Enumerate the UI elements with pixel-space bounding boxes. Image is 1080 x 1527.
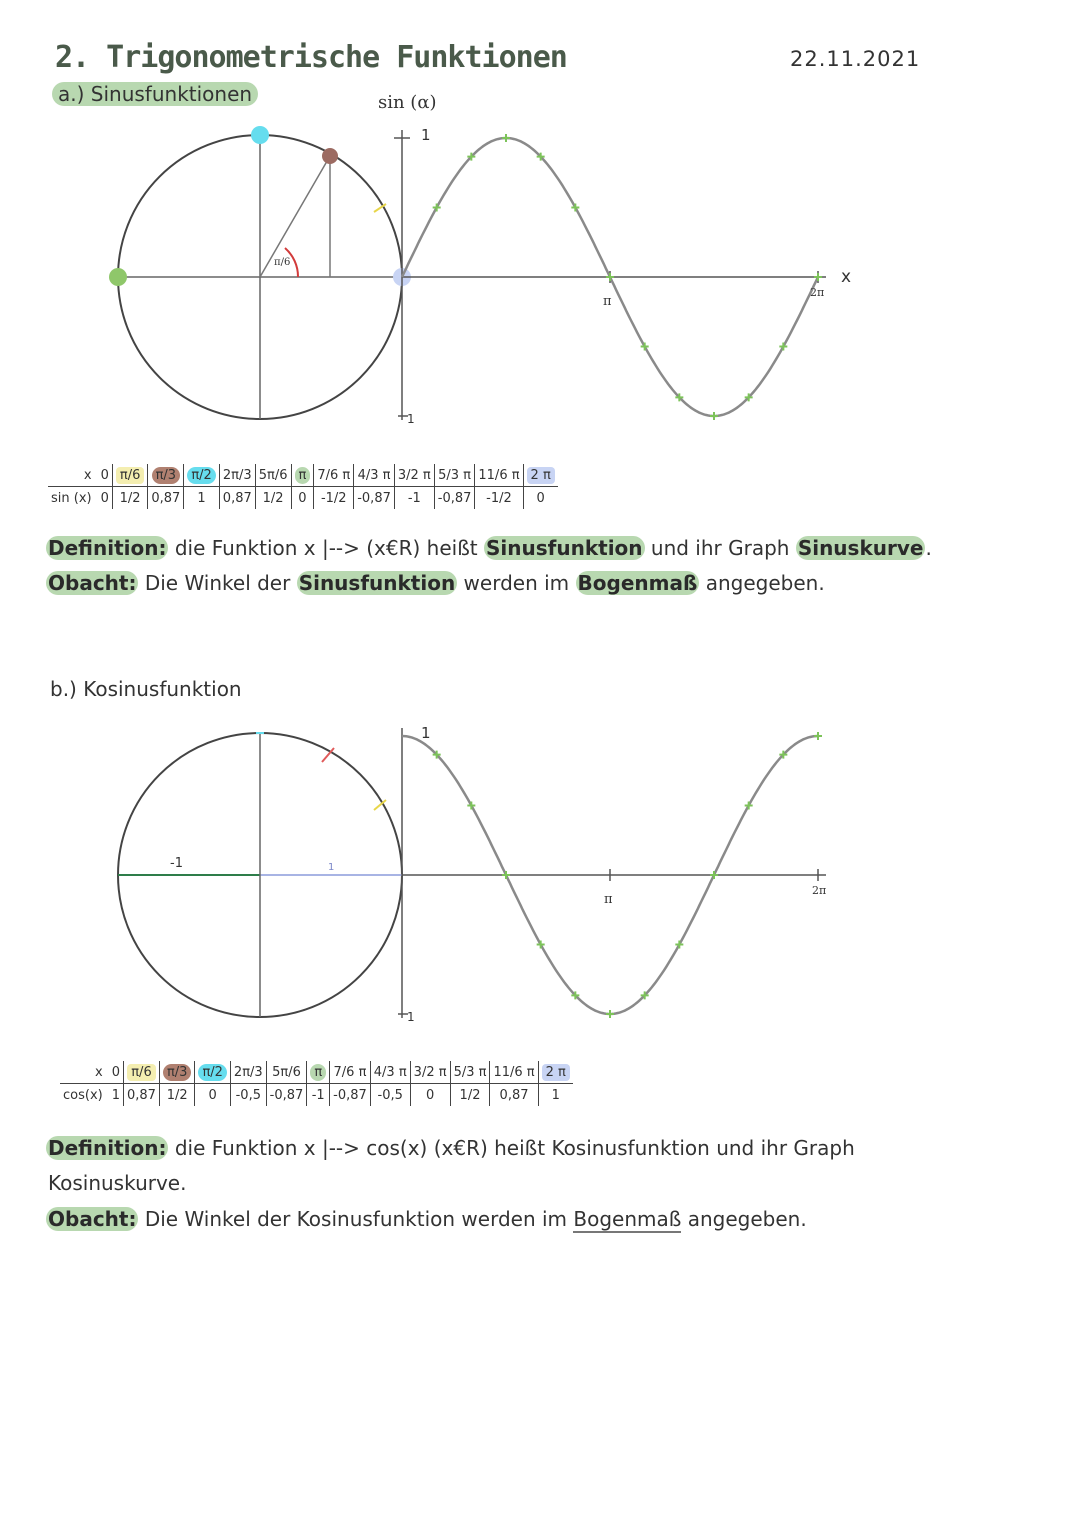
cosine-table-y-label: cos(x) <box>63 1087 103 1103</box>
cosine-diagram <box>0 700 1080 1040</box>
sine-axis-label: sin (α) <box>378 92 437 113</box>
cosine-label-one-top: 1 <box>421 724 431 742</box>
cosine-label-pi: π <box>604 892 613 907</box>
sine-definition-end: . <box>925 536 932 560</box>
cosine-table-x-cell <box>195 1061 230 1084</box>
sine-label-x: x <box>841 267 852 287</box>
sine-definition-term: Sinusfunktion <box>486 536 643 560</box>
cosine-note-unit: Bogenmaß <box>573 1207 682 1231</box>
sine-note-text-3: angegeben. <box>699 571 825 595</box>
cosine-table-x-cell: 5π/6 <box>266 1061 307 1084</box>
cosine-note-text-1: Die Winkel der Kosinusfunktion werden im <box>138 1207 574 1231</box>
sine-definition-text-2: und ihr Graph <box>644 536 796 560</box>
sine-table-y-cell: -1/2 <box>475 487 523 510</box>
cosine-table-y-cell: -1 <box>307 1084 330 1107</box>
sine-definition-text-1: die Funktion x |--> (x€R) heißt <box>168 536 485 560</box>
page-title: 2. Trigonometrische Funktionen <box>55 40 567 75</box>
cosine-table-y-cell: 1 <box>551 1087 560 1103</box>
cosine-table-x-cell: 2π/3 <box>230 1061 266 1084</box>
point-pi <box>109 268 127 286</box>
sine-table-x-cell-text: π <box>295 467 311 484</box>
sine-note-text-2: werden im <box>457 571 576 595</box>
sine-table-x-cell <box>291 464 314 487</box>
cosine-table-x-cell: 4/3 π <box>370 1061 410 1084</box>
sine-note <box>46 566 1066 600</box>
sine-table-y-cell: -1 <box>394 487 434 510</box>
section-b-heading: b.) Kosinusfunktion <box>50 677 242 701</box>
cosine-table-y-cell: 0,87 <box>124 1084 160 1107</box>
cosine-label-2pi: 2π <box>812 884 827 897</box>
sine-table-y-cell: 1/2 <box>255 487 291 510</box>
sine-table-x-cell <box>112 464 147 487</box>
sine-table-x-cell <box>184 464 219 487</box>
sine-table-x-cell-text: π/6 <box>116 467 144 484</box>
label-neg-one: -1 <box>170 856 183 871</box>
cosine-table-x-cell-text: π/3 <box>163 1064 191 1081</box>
sine-table-x-cell: 2π/3 <box>219 464 255 487</box>
cosine-table-y-cell: 0 <box>195 1084 230 1107</box>
sine-label-pi: π <box>603 294 612 309</box>
sine-table-y-cell: 0 <box>98 487 113 510</box>
cosine-definition-text: die Funktion x |--> cos(x) (x€R) heißt Kosinusfunktion und ihr Graph <box>168 1136 855 1160</box>
sine-note-unit: Bogenmaß <box>577 571 698 595</box>
cosine-note-text-2: angegeben. <box>681 1207 807 1231</box>
sine-table-y-cell: 0 <box>536 490 545 506</box>
cosine-definition <box>46 1131 1066 1165</box>
label-pos-one: 1 <box>328 862 335 873</box>
sine-table-y-cell: 0,87 <box>219 487 255 510</box>
cosine-table-y-cell: 0 <box>410 1084 450 1107</box>
cosine-table-x-cell-text: π/2 <box>198 1064 226 1081</box>
sine-table-x-cell: 11/6 π <box>475 464 523 487</box>
sine-table-x-cell: 3/2 π <box>394 464 434 487</box>
cosine-value-table <box>60 1061 573 1106</box>
cosine-table-x-cell: 3/2 π <box>410 1061 450 1084</box>
sine-table-x-cell: 5π/6 <box>255 464 291 487</box>
date: 22.11.2021 <box>790 47 921 71</box>
sine-definition <box>46 531 1066 565</box>
cosine-table-y-cell: -0,87 <box>266 1084 307 1107</box>
sine-definition-curve: Sinuskurve <box>797 536 924 560</box>
sine-table-y-cell: 1 <box>184 487 219 510</box>
sine-note-label: Obacht: <box>48 571 137 595</box>
sine-note-text-1: Die Winkel der <box>138 571 297 595</box>
sine-table-x-cell-text: π/3 <box>152 467 180 484</box>
cosine-label-one-bottom: 1 <box>407 1010 415 1024</box>
sine-table-x-cell-text: π/2 <box>187 467 215 484</box>
cosine-definition-line2: Kosinuskurve. <box>48 1171 187 1195</box>
cosine-table-x-cell <box>159 1061 194 1084</box>
cosine-table-x-label: x <box>60 1061 109 1084</box>
section-a-heading: a.) Sinusfunktionen <box>52 82 258 106</box>
sine-table-y-cell: -0,87 <box>354 487 395 510</box>
sine-table-x-cell: 4/3 π <box>354 464 395 487</box>
sine-table-x-cell <box>523 464 558 487</box>
cosine-table-x-cell-text: π <box>310 1064 326 1081</box>
sine-label-one-top: 1 <box>421 126 431 144</box>
sine-value-table <box>48 464 558 509</box>
cosine-table-y-cell: -0,87 <box>330 1084 371 1107</box>
point-pi-half <box>251 126 269 144</box>
sine-table-x-cell: 7/6 π <box>314 464 354 487</box>
cosine-table-x-cell: 5/3 π <box>450 1061 490 1084</box>
sine-table-y-label: sin (x) <box>51 490 92 506</box>
cosine-note-label: Obacht: <box>48 1207 137 1231</box>
sine-table-y-cell: 1/2 <box>112 487 147 510</box>
cosine-table-y-cell: 1 <box>109 1084 124 1107</box>
cosine-table-x-cell: 11/6 π <box>490 1061 538 1084</box>
sine-table-x-label: x <box>48 464 98 487</box>
cosine-table-x-cell-text: π/6 <box>127 1064 155 1081</box>
cosine-table-y-cell: 1/2 <box>159 1084 194 1107</box>
cosine-table-x-cell <box>307 1061 330 1084</box>
cosine-table-y-cell: 0,87 <box>490 1084 538 1107</box>
sine-table-y-cell: -0,87 <box>434 487 475 510</box>
cosine-definition-label: Definition: <box>48 1136 167 1160</box>
cosine-table-y-cell: -0,5 <box>230 1084 266 1107</box>
sine-definition-label: Definition: <box>48 536 167 560</box>
angle-label: π/6 <box>274 257 291 268</box>
cosine-table-y-cell: -0,5 <box>370 1084 410 1107</box>
cosine-table-x-cell <box>124 1061 160 1084</box>
cosine-table-x-cell: 0 <box>109 1061 124 1084</box>
cosine-note <box>46 1202 1066 1236</box>
sine-table-x-cell <box>148 464 184 487</box>
sine-label-2pi: 2π <box>810 286 825 299</box>
radius-line <box>260 156 330 277</box>
cosine-table-y-cell: 1/2 <box>450 1084 490 1107</box>
point-pi-third <box>322 148 338 164</box>
sine-table-y-cell: 0 <box>291 487 314 510</box>
cosine-table-x-cell <box>538 1061 573 1084</box>
sine-table-y-cell: -1/2 <box>314 487 354 510</box>
cosine-table-x-cell-text: 2 π <box>542 1064 570 1081</box>
sine-label-one-bottom: 1 <box>407 412 415 426</box>
sine-table-y-cell: 0,87 <box>148 487 184 510</box>
sine-note-term: Sinusfunktion <box>298 571 456 595</box>
sine-table-x-cell: 0 <box>98 464 113 487</box>
sine-table-x-cell-text: 2 π <box>527 467 555 484</box>
cosine-table-x-cell: 7/6 π <box>330 1061 371 1084</box>
sine-diagram <box>0 0 1080 470</box>
sine-table-x-cell: 5/3 π <box>434 464 475 487</box>
